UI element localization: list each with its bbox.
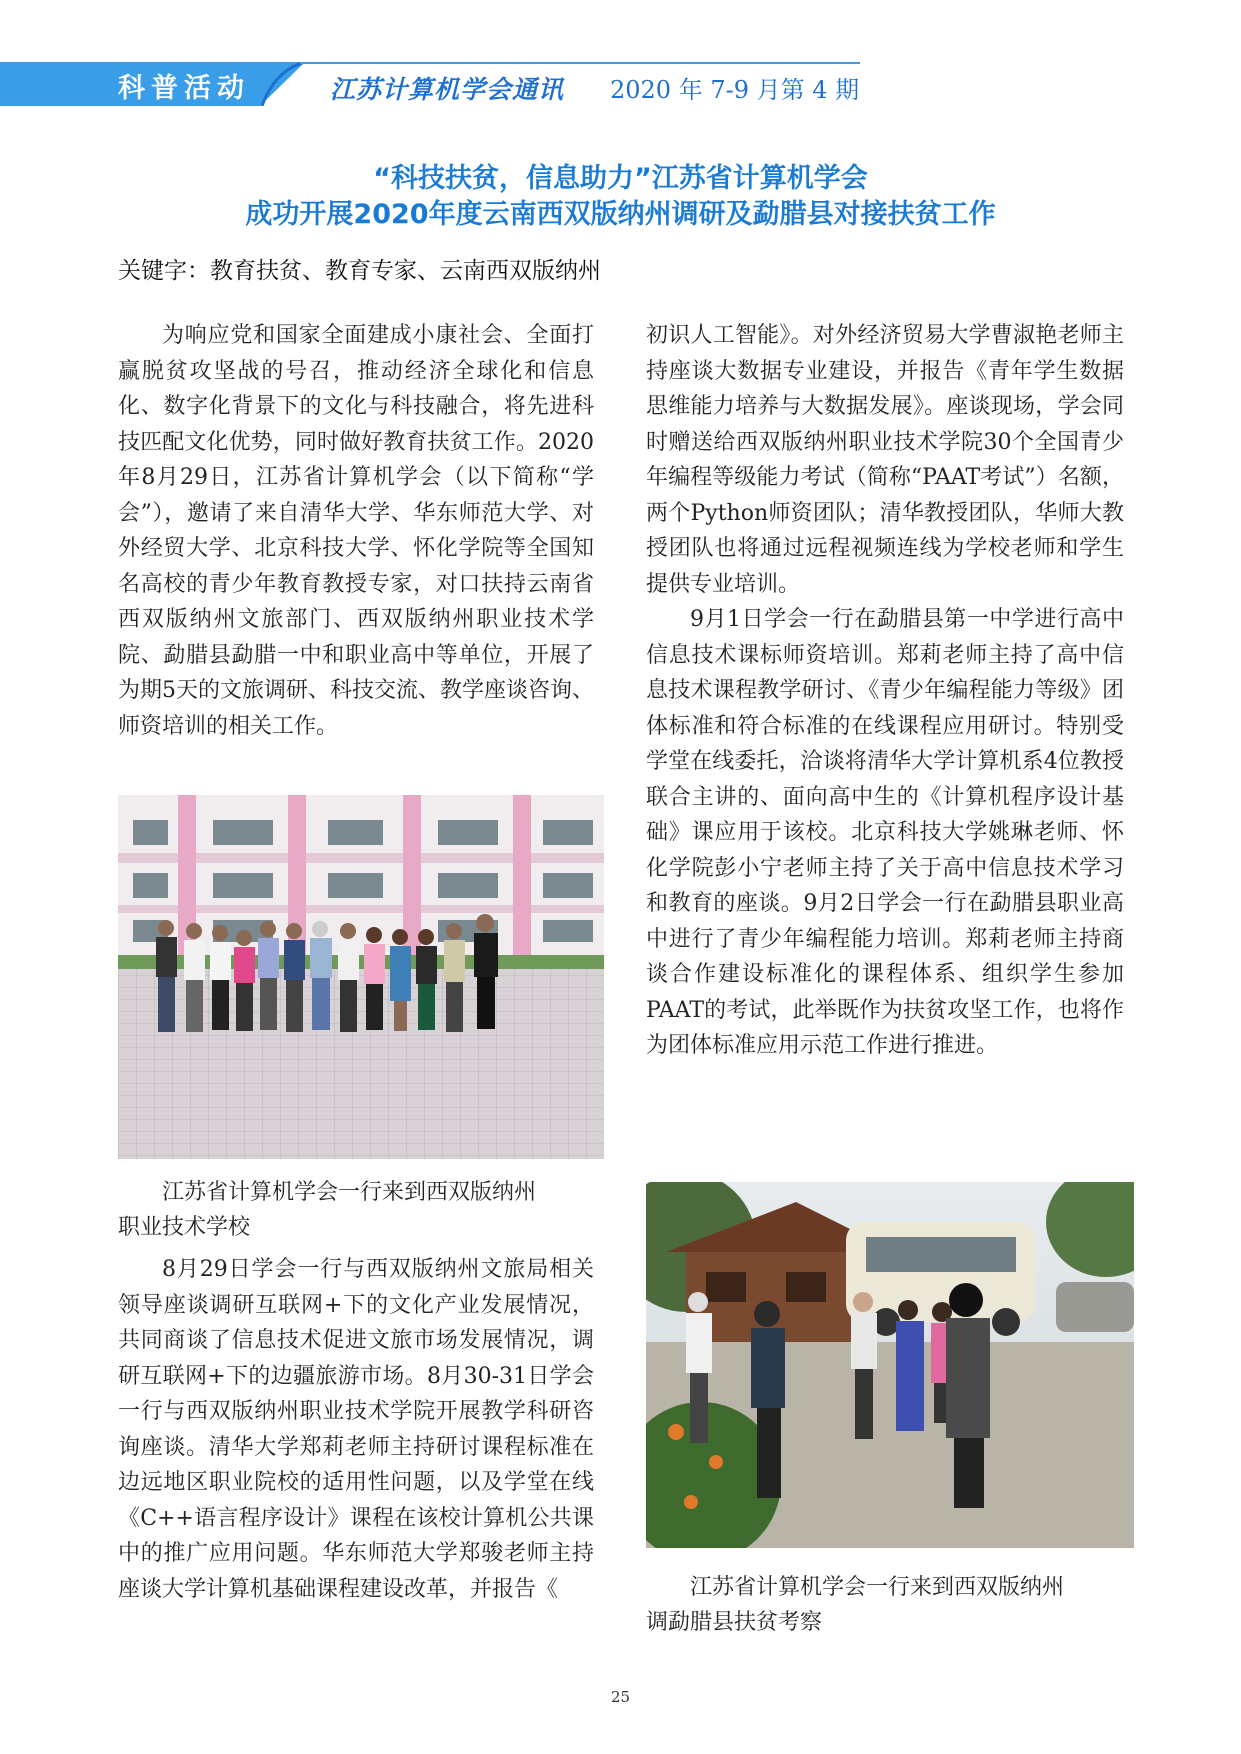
paragraph-training: 9月1日学会一行在勐腊县第一中学进行高中信息技术课标师资培训。郑莉老师主持了高中信息技术课程教学研讨、《青少年编程能力等级》团体标准和符合标准的在线课程应用研讨。特别受学堂在线委托，洽谈将清华大学计算机系4位教授联合主讲的、面向高中生的《计算机程序设计基础》课应用于该校。北京科技大学姚琳老师、怀化学院彭小宁老师主持了关于高中信息技术学习和教育的座谈。9月2日学会一行在勐腊县职业高中进行了青少年编程能力培训。郑莉老师主持商谈合作建设标准化的课程体系、组织学生参加PAAT的考试，此举既作为扶贫攻坚工作，也将作为团体标准应用示范工作进行推进。: [646, 607, 1124, 1058]
right-column: [646, 318, 1124, 1064]
paragraph-visit-details-cont: 初识人工智能》。对外经济贸易大学曹淑艳老师主持座谈大数据专业建设，并报告《青年学生数据思维能力培养与大数据发展》。座谈现场，学会同时赠送给西双版纳州职业技术学院30个全国青少年编程等级能力考试（简称“PAAT考试”）名额，两个Python师资团队；清华教授团队，华师大教授团队也将通过远程视频连线为学校老师和学生提供专业培训。: [646, 323, 1124, 597]
paragraph-visit-details: 8月29日学会一行与西双版纳州文旅局相关领导座谈调研互联网+下的文化产业发展情况，共同商谈了信息技术促进文旅市场发展情况，调研互联网+下的边疆旅游市场。8月30-31日学会一行与西双版纳州职业技术学院开展教学科研咨询座谈。清华大学郑莉老师主持研讨课程标准在边远地区职业院校的适用性问题，以及学堂在线《C++语言程序设计》课程在该校计算机公共课中的推广应用问题。华东师范大学郑骏老师主持座谈大学计算机基础课程建设改革，并报告《: [118, 1257, 594, 1602]
issue-info: 2020 年 7-9 月第 4 期: [610, 76, 860, 104]
keywords: 关键字：教育扶贫、教育专家、云南西双版纳州: [118, 258, 601, 284]
journal-name: 江苏计算机学会通讯: [330, 75, 565, 104]
figure2-caption-line1: 江苏省计算机学会一行来到西双版纳州: [690, 1575, 1065, 1600]
figure2-caption-line2: 调勐腊县扶贫考察: [646, 1610, 823, 1635]
section-label: 科普活动: [118, 73, 250, 104]
page-number: 25: [610, 1688, 631, 1706]
figure1-caption-line2: 职业技术学校: [118, 1215, 251, 1240]
figure1-caption-line1: 江苏省计算机学会一行来到西双版纳州: [162, 1180, 537, 1205]
outdoor-visit-photo: [646, 1182, 1134, 1548]
paragraph-intro: 为响应党和国家全面建成小康社会、全面打赢脱贫攻坚战的号召，推动经济全球化和信息化、数字化背景下的文化与科技融合，将先进科技匹配文化优势，同时做好教育扶贫工作。2020年8月29日，江苏省计算机学会（以下简称“学会”），邀请了来自清华大学、华东师范大学、对外经贸大学、北京科技大学、怀化学院等全国知名高校的青少年教育教授专家，对口扶持云南省西双版纳州文旅部门、西双版纳州职业技术学院、勐腊县勐腊一中和职业高中等单位，开展了为期5天的文旅调研、科技交流、教学座谈咨询、师资培训的相关工作。: [118, 323, 594, 739]
group-photo-school: [118, 795, 604, 1159]
left-column-bottom: [118, 1252, 594, 1607]
left-column-top: [118, 318, 594, 744]
figure2-caption: [646, 1570, 1126, 1640]
article-title-line2: 成功开展2020年度云南西双版纳州调研及勐腊县对接扶贫工作: [245, 199, 996, 230]
article-title-line1: “科技扶贫，信息助力”江苏省计算机学会: [373, 163, 868, 194]
figure1-caption: [118, 1175, 598, 1245]
